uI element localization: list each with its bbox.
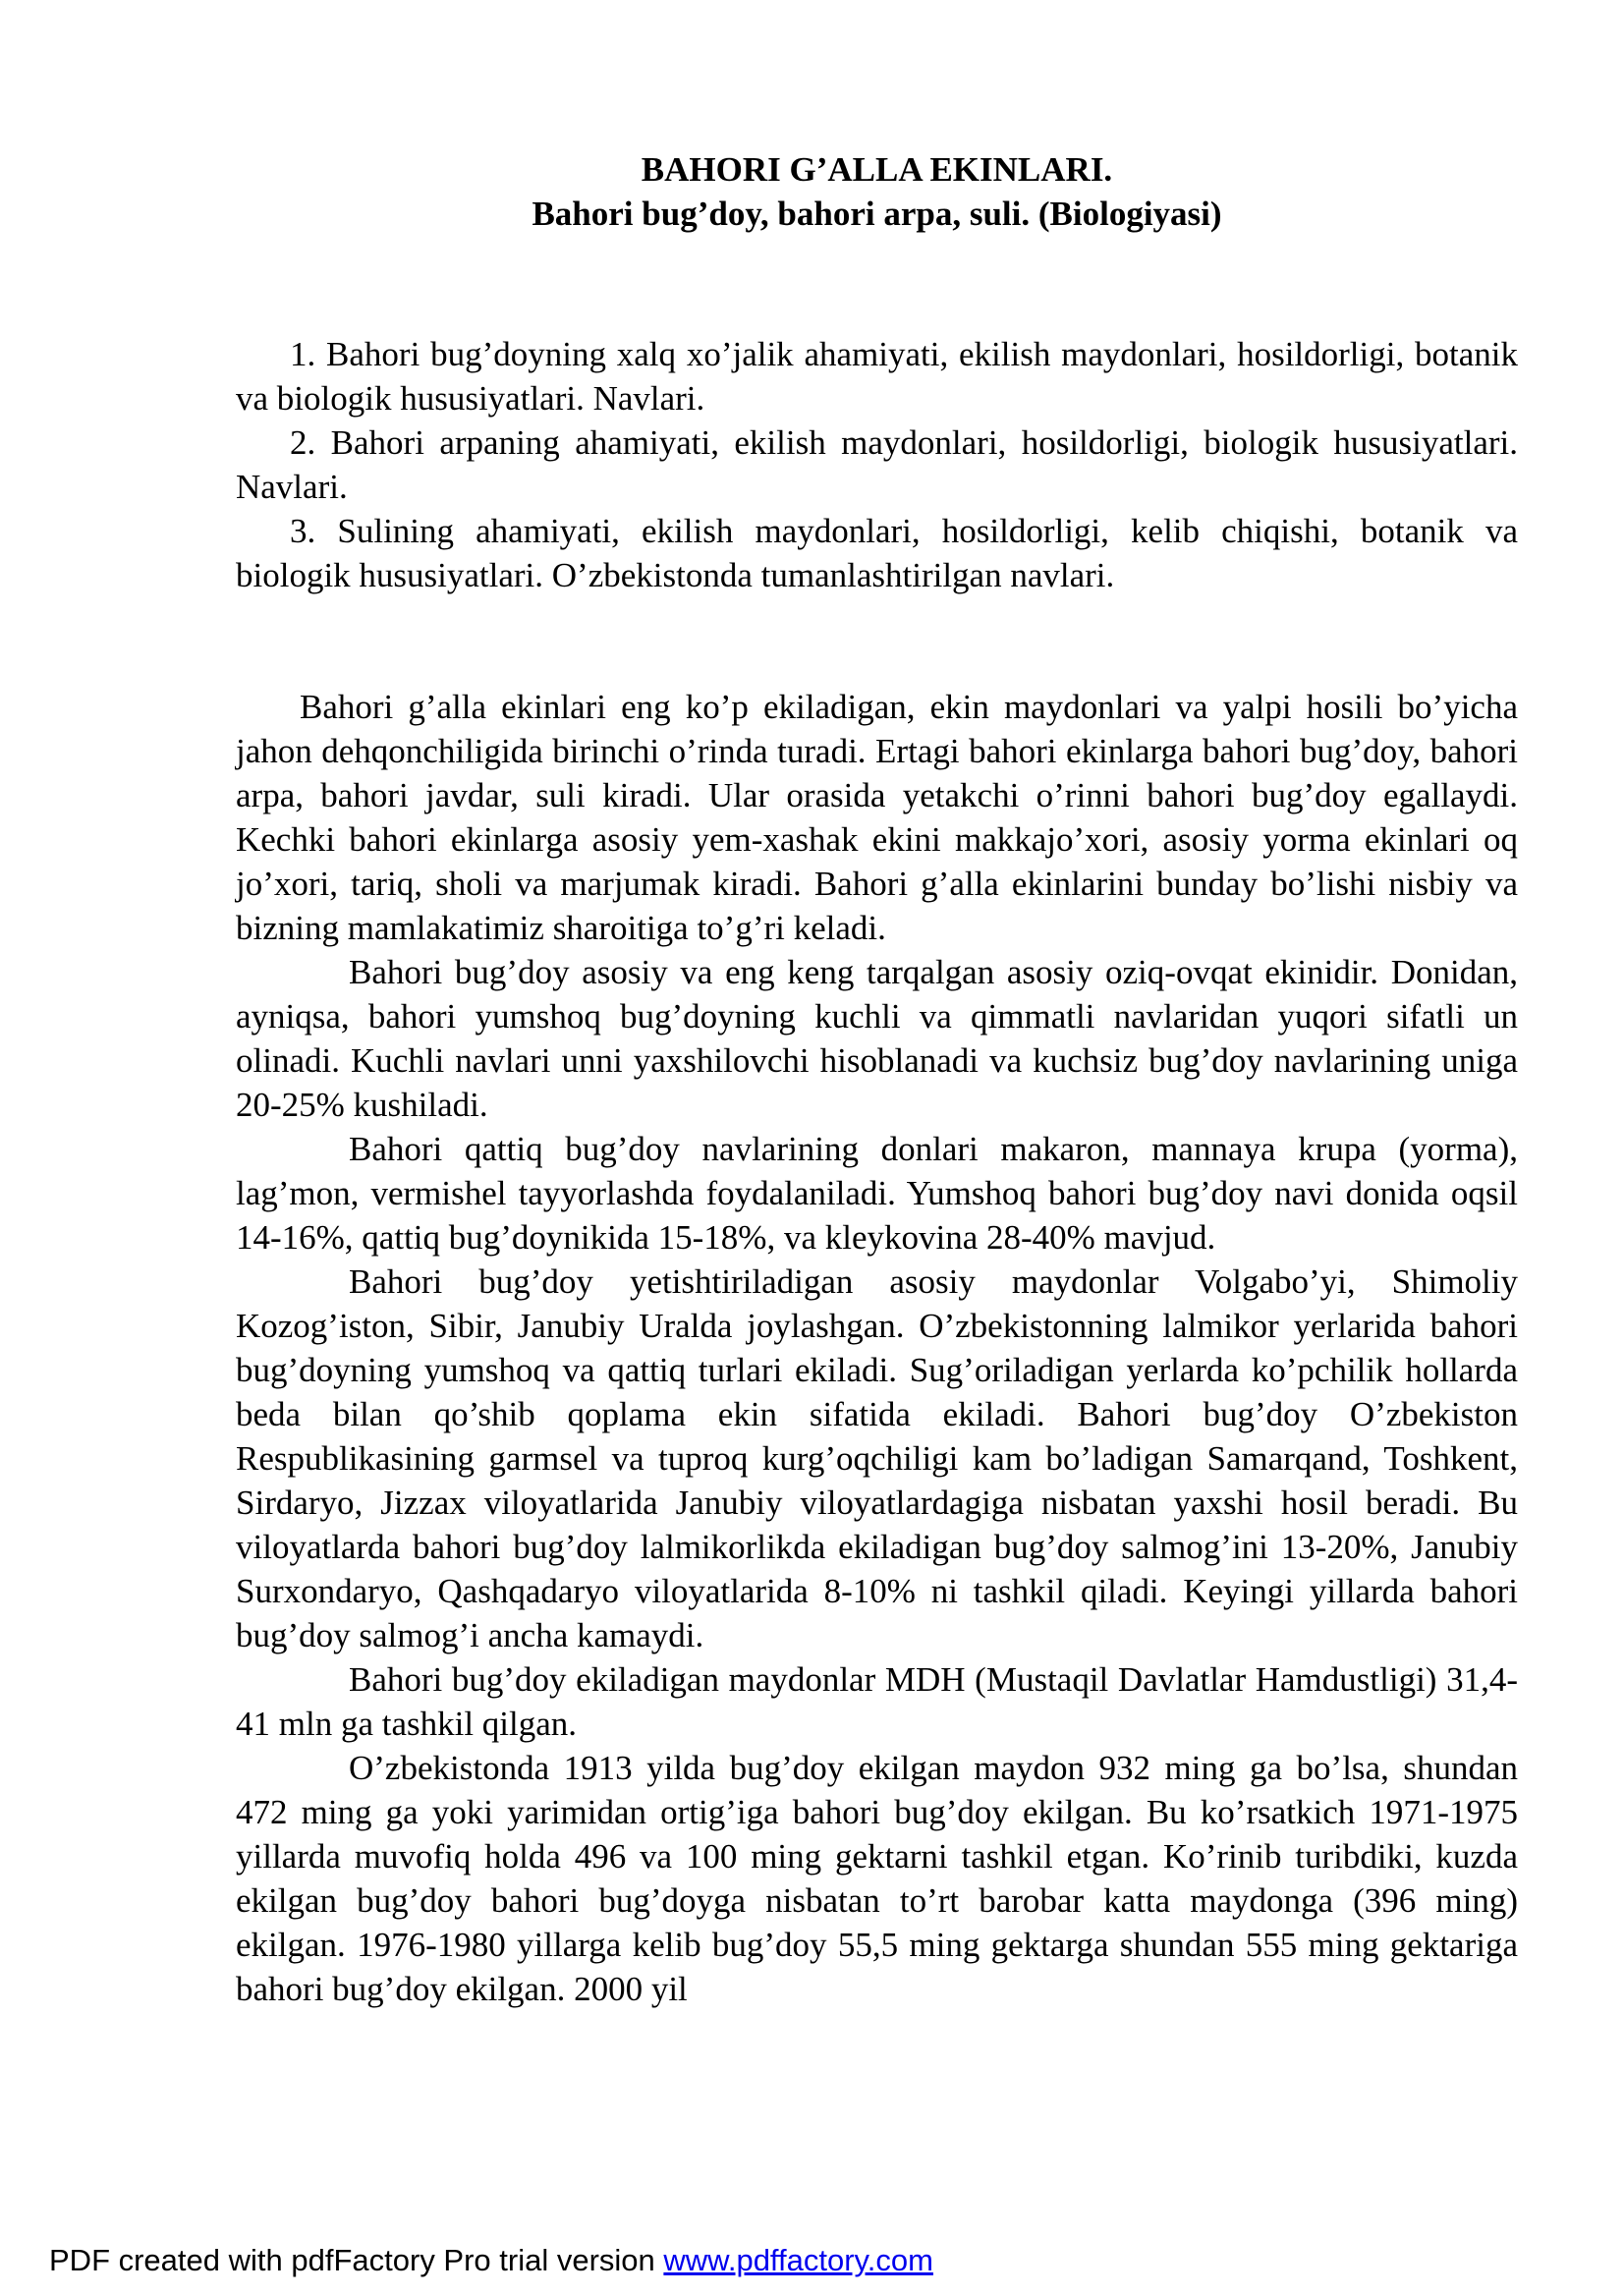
document-subtitle: Bahori bug’doy, bahori arpa, suli. (Biologiyasi): [532, 195, 1222, 233]
footer-text: PDF created with pdfFactory Pro trial version: [49, 2243, 664, 2277]
body-text: [236, 685, 1518, 2011]
topic-item: 1. Bahori bug’doyning xalq xo’jalik ahamiyati, ekilish maydonlari, hosildorligi, botanik va biologik hususiyatlari. Navlari.: [236, 335, 1518, 418]
topic-item: 2. Bahori arpaning ahamiyati, ekilish maydonlari, hosildorligi, biologik hususiyatlari. Navlari.: [236, 423, 1518, 506]
topic-item: 3. Sulining ahamiyati, ekilish maydonlari, hosildorligi, kelib chiqishi, botanik va biologik hususiyatlari. O’zbekistonda tumanlashtirilgan navlari.: [236, 512, 1518, 594]
body-paragraph: Bahori bug’doy asosiy va eng keng tarqalgan asosiy oziq-ovqat ekinidir. Donidan, ayniqsa, bahori yumshoq bug’doyning kuchli va qimmatli navlaridan yuqori sifatli un olinadi. Kuchli navlari unni yaxshilovchi hisoblanadi va kuchsiz bug’doy navlarining uniga 20-25% kushiladi.: [236, 953, 1518, 1124]
body-paragraph: Bahori g’alla ekinlari eng ko’p ekiladigan, ekin maydonlari va yalpi hosili bo’yicha jahon dehqonchiligida birinchi o’rinda turadi. Ertagi bahori ekinlarga bahori bug’doy, bahori arpa, bahori javdar, suli kiradi. Ular orasida yetakchi o’rinni bahori bug’doy egallaydi. Kechki bahori ekinlarga asosiy yem-xashak ekini makkajo’xori, asosiy yorma ekinlari oq jo’xori, tariq, sholi va marjumak kiradi. Bahori g’alla ekinlarini bunday bo’lishi nisbiy va bizning mamlakatimiz sharoitiga to’g’ri keladi.: [236, 688, 1518, 947]
pdf-footer: [49, 2243, 933, 2278]
body-paragraph: Bahori qattiq bug’doy navlarining donlari makaron, mannaya krupa (yorma), lag’mon, vermishel tayyorlashda foydalaniladi. Yumshoq bahori bug’doy navi donida oqsil 14-16%, qattiq bug’doynikida 15-18%, va kleykovina 28-40% mavjud.: [236, 1130, 1518, 1257]
topic-list: [236, 332, 1518, 597]
footer-link[interactable]: www.pdffactory.com: [663, 2243, 933, 2277]
body-paragraph: Bahori bug’doy ekiladigan maydonlar MDH (Mustaqil Davlatlar Hamdustligi) 31,4-41 mln ga tashkil qilgan.: [236, 1660, 1518, 1743]
title-block: [236, 147, 1518, 236]
body-paragraph: Bahori bug’doy yetishtiriladigan asosiy maydonlar Volgabo’yi, Shimoliy Kozog’iston, Sibir, Janubiy Uralda joylashgan. O’zbekistonning lalmikor yerlarida bahori bug’doyning yumshoq va qattiq turlari ekiladi. Sug’oriladigan yerlarda ko’pchilik hollarda beda bilan qo’shib qoplama ekin sifatida ekiladi. Bahori bug’doy O’zbekiston Respublikasining garmsel va tuproq kurg’oqchiligi kam bo’ladigan Samarqand, Toshkent, Sirdaryo, Jizzax viloyatlarida Janubiy viloyatlardagiga nisbatan yaxshi hosil beradi. Bu viloyatlarda bahori bug’doy lalmikorlikda ekiladigan bug’doy salmog’ini 13-20%, Janubiy Surxondaryo, Qashqadaryo viloyatlarida 8-10% ni tashkil qiladi. Keyingi yillarda bahori bug’doy salmog’i ancha kamaydi.: [236, 1262, 1518, 1654]
document-title: BAHORI G’ALLA EKINLARI.: [641, 150, 1113, 189]
body-paragraph: O’zbekistonda 1913 yilda bug’doy ekilgan maydon 932 ming ga bo’lsa, shundan 472 ming ga yoki yarimidan ortig’iga bahori bug’doy ekilgan. Bu ko’rsatkich 1971-1975 yillarda muvofiq holda 496 va 100 ming gektarni tashkil etgan. Ko’rinib turibdiki, kuzda ekilgan bug’doy bahori bug’doyga nisbatan to’rt barobar katta maydonga (396 ming) ekilgan. 1976-1980 yillarga kelib bug’doy 55,5 ming gektarga shundan 555 ming gektariga bahori bug’doy ekilgan. 2000 yil: [236, 1749, 1518, 2008]
